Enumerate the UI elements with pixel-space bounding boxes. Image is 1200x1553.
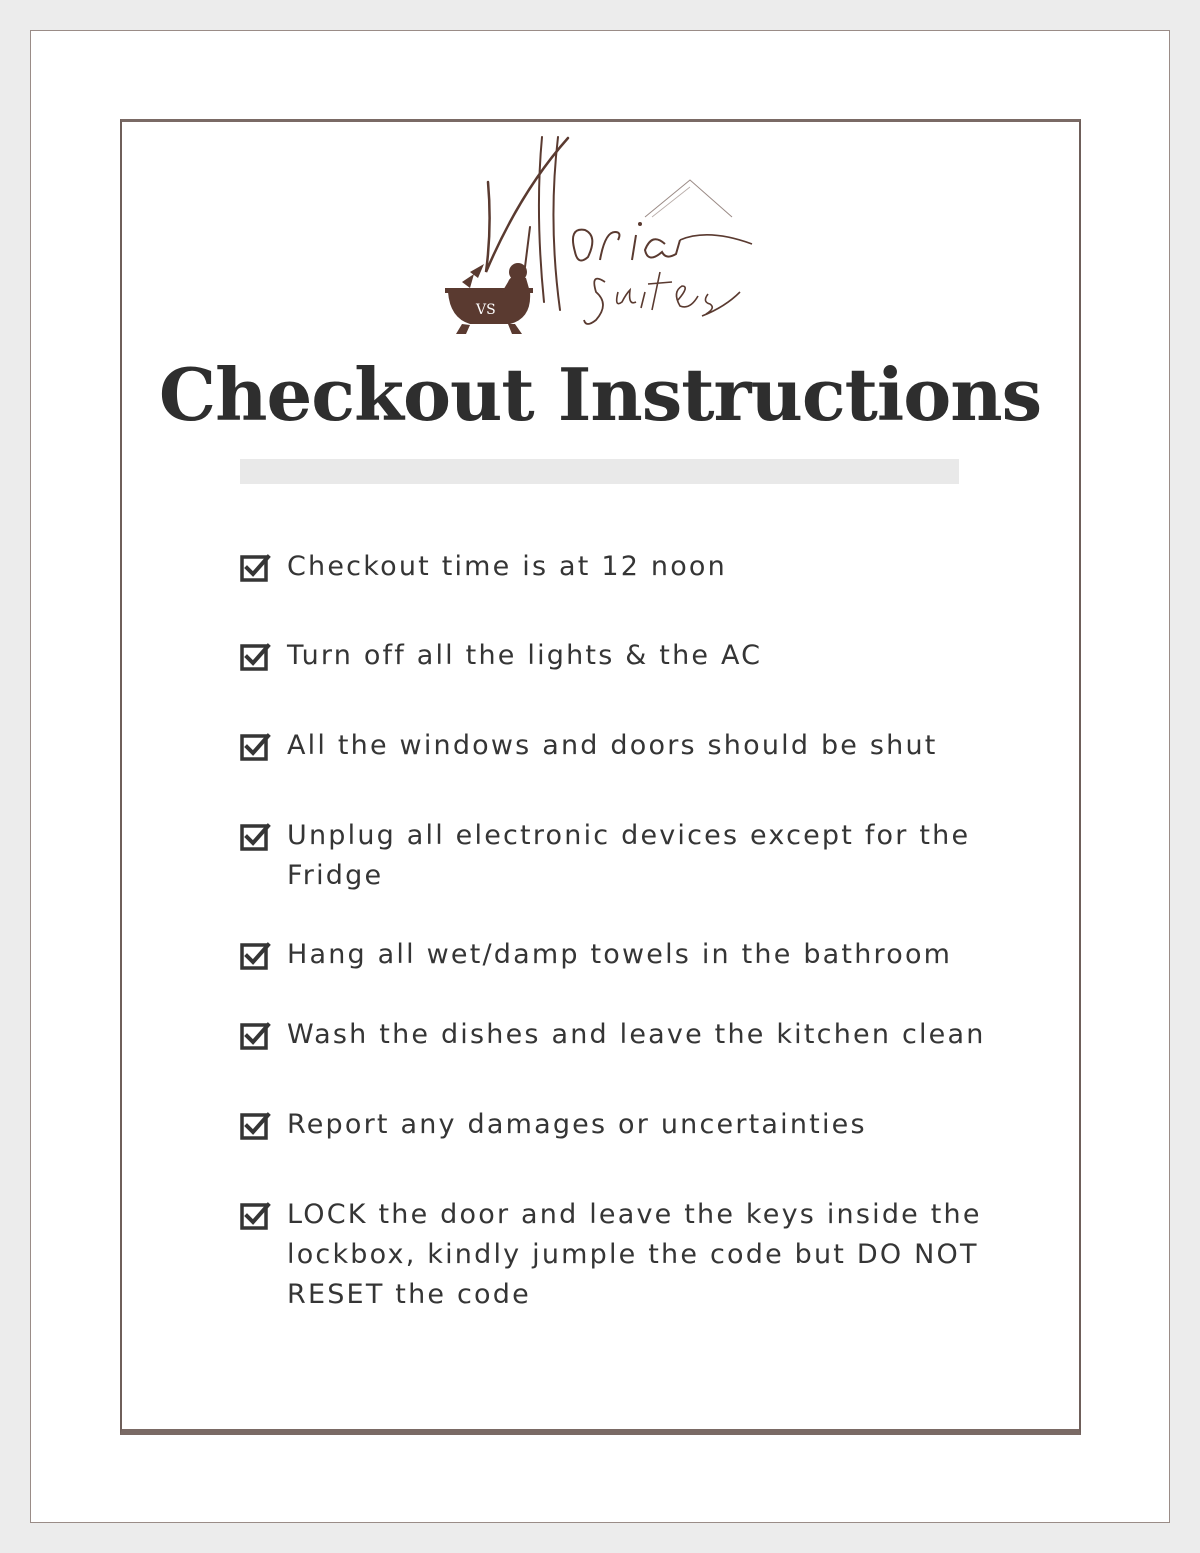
checklist-item-text: Report any damages or uncertainties [287, 1109, 867, 1140]
checklist-item [240, 1195, 1050, 1315]
checkbox-checked-icon [240, 1201, 271, 1231]
checkbox-checked-icon [240, 642, 271, 672]
checklist-item-text: Wash the dishes and leave the kitchen clean [287, 1019, 986, 1050]
checklist-item [240, 547, 1050, 587]
checklist-item [240, 726, 1050, 766]
title-divider [240, 459, 959, 484]
checklist-item [240, 1015, 1050, 1055]
vittoria-suites-logo [440, 132, 770, 342]
checkbox-checked-icon [240, 1111, 271, 1141]
checklist-item-text: LOCK the door and leave the keys inside the lockbox, kindly jumple the code but DO NOT RESET the code [287, 1199, 982, 1310]
checkbox-checked-icon [240, 1021, 271, 1051]
checkbox-checked-icon [240, 553, 271, 583]
checklist-item-text: Checkout time is at 12 noon [287, 551, 727, 582]
checklist-item [240, 636, 1050, 676]
checklist-item [240, 935, 1050, 975]
checkbox-checked-icon [240, 732, 271, 762]
checklist-item-text: Unplug all electronic devices except for the Fridge [287, 820, 971, 891]
page-title: Checkout Instructions [158, 352, 1042, 437]
checklist-item-text: Hang all wet/damp towels in the bathroom [287, 939, 953, 970]
checklist-item [240, 1105, 1050, 1145]
logo-monogram: VS [476, 302, 496, 318]
checkbox-checked-icon [240, 941, 271, 971]
checkbox-checked-icon [240, 822, 271, 852]
checklist-item-text: Turn off all the lights & the AC [287, 640, 763, 671]
checklist-item [240, 816, 1050, 896]
checklist-item-text: All the windows and doors should be shut [287, 730, 938, 761]
